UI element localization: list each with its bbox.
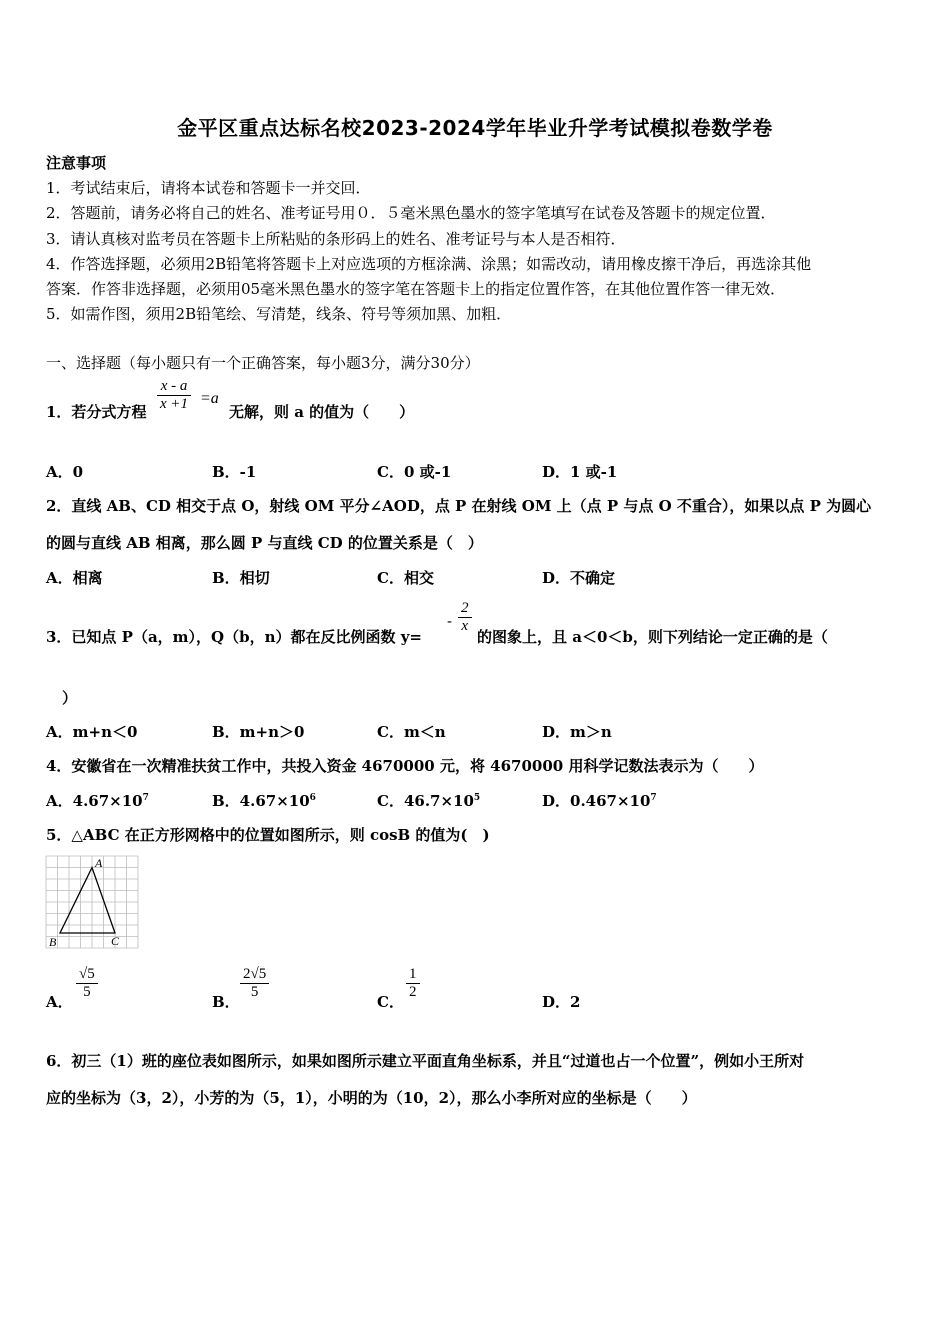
q3-close-paren: ） xyxy=(62,689,78,707)
notice-item: 4．作答选择题，必须用2B铅笔将答题卡上对应选项的方框涂满、涂黑；如需改动，请用橡皮擦干净后，再选涂其他 xyxy=(46,255,812,273)
q4-option-d[interactable] xyxy=(542,790,657,811)
q4-option-c[interactable] xyxy=(377,790,480,811)
q4-option-d-exp: 7 xyxy=(650,793,657,803)
q3-option-d[interactable]: D．m＞n xyxy=(542,723,612,741)
q5-option-b-fraction[interactable] xyxy=(240,966,269,1001)
vertex-a-label: A xyxy=(95,856,103,870)
q5-grid-figure xyxy=(45,855,141,950)
q2-option-d[interactable]: D．不确定 xyxy=(542,569,616,587)
q5-option-c-fraction[interactable] xyxy=(406,966,420,1001)
q1-denominator: x +1 xyxy=(160,396,189,412)
q3-denominator: x xyxy=(461,618,469,634)
q5-option-d[interactable]: D．2 xyxy=(542,993,581,1011)
q5-option-c-den: 2 xyxy=(409,984,417,1000)
q4-option-a-label: A．4.67×10 xyxy=(46,792,143,810)
q5-option-a-letter[interactable]: A． xyxy=(46,993,73,1011)
grid-lines xyxy=(46,856,138,948)
q1-numerator: x - a xyxy=(157,378,191,396)
q4-option-a[interactable] xyxy=(46,790,149,811)
section-heading: 一、选择题（每小题只有一个正确答案，每小题3分，满分30分） xyxy=(46,354,480,372)
q1-equals: =a xyxy=(200,390,219,407)
notice-item: 3．请认真核对监考员在答题卡上所粘贴的条形码上的姓名、准考证号与本人是否相符． xyxy=(46,230,626,248)
q5-option-c-letter[interactable]: C． xyxy=(377,993,404,1011)
notice-item: 答案．作答非选择题，必须用05毫米黑色墨水的签字笔在答题卡上的指定位置作答，在其他位置作答一律无效． xyxy=(46,280,786,298)
q4-option-c-exp: 5 xyxy=(473,793,481,803)
q1-fraction xyxy=(157,378,191,413)
q3-fraction xyxy=(458,600,472,635)
q3-option-a[interactable]: A．m+n＜0 xyxy=(46,723,138,741)
q3-option-c[interactable]: C．m＜n xyxy=(377,723,446,741)
q3-prefix: 3．已知点 P（a，m），Q（b，n）都在反比例函数 y= xyxy=(46,628,422,646)
q5-option-b-den: 5 xyxy=(250,984,259,1000)
q6-line1: 6．初三（1）班的座位表如图所示，如果如图所示建立平面直角坐标系，并且“过道也占一个位置”，例如小王所对 xyxy=(46,1052,805,1070)
q2-option-b[interactable]: B．相切 xyxy=(212,569,270,587)
q1-option-a[interactable]: A．0 xyxy=(46,463,84,481)
q4-text: 4．安徽省在一次精准扶贫工作中，共投入资金 4670000 元，将 4670000 用科学记数法表示为（ ） xyxy=(46,757,764,775)
triangle-abc xyxy=(60,868,115,934)
page-title: 金平区重点达标名校2023-2024学年毕业升学考试模拟卷数学卷 xyxy=(177,116,773,140)
q5-option-a-den: 5 xyxy=(83,984,91,1000)
notice-item: 1．考试结束后，请将本试卷和答题卡一并交回． xyxy=(46,179,371,197)
q1-option-d[interactable]: D．1 或-1 xyxy=(542,463,618,481)
q1-prefix: 1．若分式方程 xyxy=(46,403,147,421)
notice-item: 5．如需作图，须用2B铅笔绘、写清楚，线条、符号等须加黑、加粗． xyxy=(46,305,512,323)
q5-option-b-num: 2√5 xyxy=(240,966,269,984)
q4-option-b-exp: 6 xyxy=(309,793,316,803)
q5-text: 5．△ABC 在正方形网格中的位置如图所示，则 cosB 的值为( ) xyxy=(46,826,490,844)
q5-option-b-letter[interactable]: B． xyxy=(212,993,240,1011)
q3-option-b[interactable]: B．m+n＞0 xyxy=(212,723,305,741)
q5-option-a-fraction[interactable] xyxy=(76,966,98,1001)
vertex-b-label: B xyxy=(49,935,57,949)
q2-line1: 2．直线 AB、CD 相交于点 O，射线 OM 平分∠AOD，点 P 在射线 OM 上（点 P 与点 O 不重合），如果以点 P 为圆心 xyxy=(46,497,872,515)
q1-option-c[interactable]: C．0 或-1 xyxy=(377,463,452,481)
q4-option-c-label: C．46.7×10 xyxy=(377,792,474,810)
q5-option-c-num: 1 xyxy=(406,966,420,984)
q5-option-a-num: √5 xyxy=(76,966,98,984)
q6-line2: 应的坐标为（3，2），小芳的为（5，1），小明的为（10，2），那么小李所对应的坐标是（ ） xyxy=(46,1089,697,1107)
q2-option-a[interactable]: A．相离 xyxy=(46,569,103,587)
q2-line2: 的圆与直线 AB 相离，那么圆 P 与直线 CD 的位置关系是（ ） xyxy=(46,534,483,552)
notice-item: 2．答题前，请务必将自己的姓名、准考证号用０．５毫米黑色墨水的签字笔填写在试卷及答题卡的规定位置． xyxy=(46,204,776,222)
q3-minus: - xyxy=(447,612,453,630)
q4-option-b[interactable] xyxy=(212,790,316,811)
vertex-c-label: C xyxy=(111,934,120,948)
q1-option-b[interactable]: B．-1 xyxy=(212,463,257,481)
notice-heading: 注意事项 xyxy=(46,154,107,172)
q3-suffix: 的图象上，且 a＜0＜b，则下列结论一定正确的是（ xyxy=(477,628,828,646)
q1-suffix: 无解，则 a 的值为（ ） xyxy=(229,403,415,421)
q4-option-a-exp: 7 xyxy=(142,793,149,803)
q4-option-d-label: D．0.467×10 xyxy=(542,792,651,810)
q2-option-c[interactable]: C．相交 xyxy=(377,569,434,587)
q4-option-b-label: B．4.67×10 xyxy=(212,792,310,810)
q3-numerator: 2 xyxy=(458,600,472,618)
